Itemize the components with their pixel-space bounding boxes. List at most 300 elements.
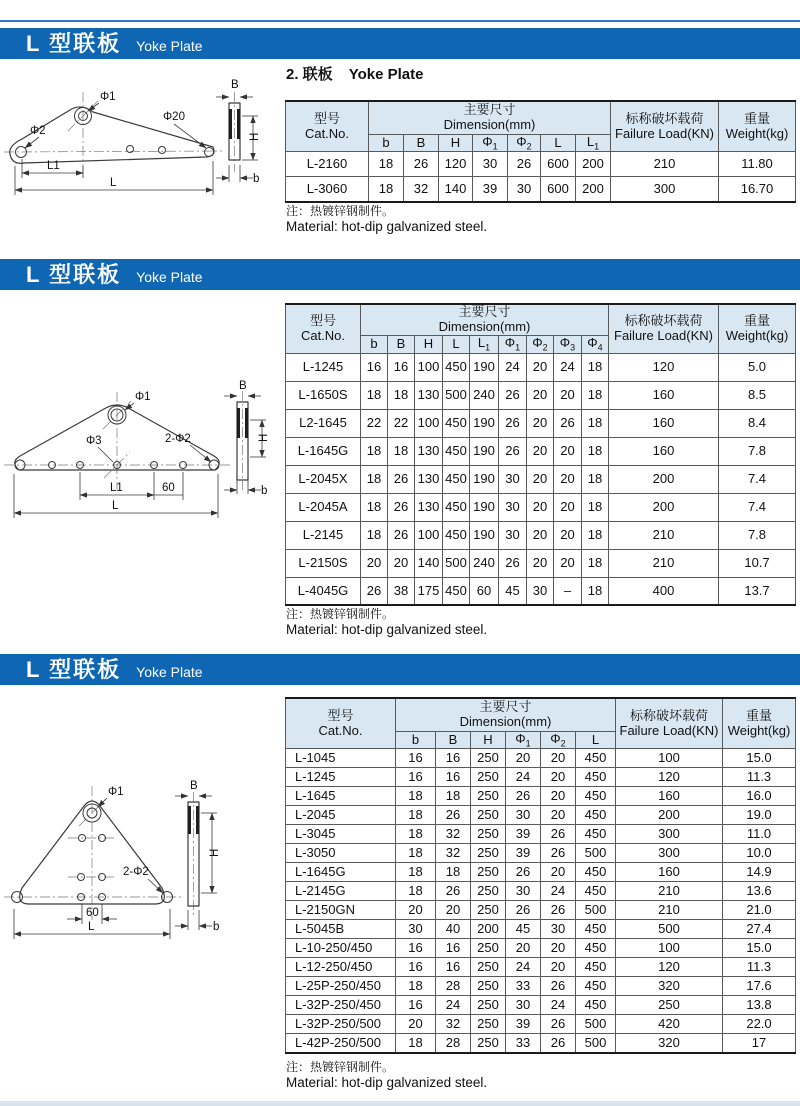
col-header-weight: 重量 Weight(kg) <box>723 698 796 749</box>
cell-dimension: 190 <box>470 437 499 465</box>
cell-dimension: 18 <box>582 493 609 521</box>
cell-dimension: 26 <box>541 1015 576 1034</box>
cell-dimension: 20 <box>541 806 576 825</box>
cell-dimension: 26 <box>508 152 541 177</box>
cell-dimension: 26 <box>506 787 541 806</box>
section-heading-en: Yoke Plate <box>348 66 424 83</box>
cell-dimension: 18 <box>582 465 609 493</box>
cell-dimension: 18 <box>582 521 609 549</box>
cell-dimension: 20 <box>554 381 582 409</box>
cell-catno: L-4045G <box>286 577 361 605</box>
col-header-dim-sub: $\Phi_2$ <box>508 134 541 152</box>
cell-dimension: 190 <box>470 465 499 493</box>
cell-failure-load: 160 <box>609 437 719 465</box>
cell-dimension: 24 <box>541 996 576 1015</box>
col-header-dim-sub: b <box>361 335 388 353</box>
material-note-zh: 注：热镀锌钢制件。 <box>286 1060 395 1074</box>
col-header-dim-sub: $L_1$ <box>470 335 499 353</box>
front-view <box>4 391 230 518</box>
cell-dimension: 130 <box>415 465 443 493</box>
cell-dimension: 20 <box>396 901 436 920</box>
cell-dimension: 250 <box>471 958 506 977</box>
front-view <box>4 91 222 195</box>
cell-dimension: 20 <box>361 549 388 577</box>
cell-weight: 17.6 <box>723 977 796 996</box>
cell-weight: 8.5 <box>719 381 796 409</box>
cell-dimension: 16 <box>396 996 436 1015</box>
header-row <box>286 101 796 134</box>
table-row <box>286 768 796 787</box>
cell-dimension: 500 <box>576 1034 616 1053</box>
cell-catno: L-32P-250/450 <box>286 996 396 1015</box>
cell-dimension: 24 <box>506 958 541 977</box>
table-row <box>286 521 796 549</box>
cell-dimension: 16 <box>396 939 436 958</box>
cell-failure-load: 300 <box>616 844 723 863</box>
cell-catno: L-1245 <box>286 768 396 787</box>
cell-dimension: 16 <box>396 749 436 768</box>
cell-failure-load: 210 <box>616 882 723 901</box>
cell-dimension: 26 <box>541 825 576 844</box>
section-heading <box>286 63 423 84</box>
cell-catno: L-25P-250/450 <box>286 977 396 996</box>
cell-dimension: 18 <box>388 437 415 465</box>
cell-dimension: 26 <box>506 863 541 882</box>
cell-dimension: 26 <box>506 901 541 920</box>
cell-dimension: 500 <box>576 844 616 863</box>
section-banner <box>0 654 800 685</box>
cell-dimension: 175 <box>415 577 443 605</box>
col-header-dimension: 主要尺寸 Dimension(mm) <box>369 101 611 134</box>
cell-dimension: 20 <box>554 549 582 577</box>
cell-dimension: 240 <box>470 549 499 577</box>
cell-dimension: 20 <box>396 1015 436 1034</box>
cell-weight: 11.3 <box>723 958 796 977</box>
cell-dimension: 130 <box>415 437 443 465</box>
cell-dimension: 18 <box>361 381 388 409</box>
cell-dimension: 18 <box>369 152 404 177</box>
table-row <box>286 409 796 437</box>
cell-catno: L-2150S <box>286 549 361 577</box>
col-header-dim-sub: L <box>541 134 576 152</box>
section-heading-zh: 2. 联板 <box>286 66 333 83</box>
cell-dimension: 130 <box>415 493 443 521</box>
col-header-dim-sub: $\Phi_4$ <box>582 335 609 353</box>
cell-dimension: 450 <box>576 920 616 939</box>
cell-dimension: 16 <box>396 958 436 977</box>
cell-dimension: 450 <box>576 825 616 844</box>
cell-dimension: 26 <box>499 549 527 577</box>
table-row <box>286 996 796 1015</box>
cell-dimension: 450 <box>443 465 470 493</box>
dim-label-B: B <box>231 79 239 91</box>
cell-dimension: 450 <box>576 768 616 787</box>
cell-failure-load: 400 <box>609 577 719 605</box>
table-row <box>286 939 796 958</box>
cell-catno: L-42P-250/500 <box>286 1034 396 1053</box>
cell-dimension: 18 <box>361 437 388 465</box>
cell-dimension: 190 <box>470 493 499 521</box>
table-row <box>286 1015 796 1034</box>
cell-dimension: 18 <box>582 437 609 465</box>
banner-title-zh: L 型联板 <box>26 30 122 56</box>
material-note-en: Material: hot-dip galvanized steel. <box>286 1075 488 1090</box>
cell-dimension: 22 <box>361 409 388 437</box>
cell-failure-load: 120 <box>609 353 719 381</box>
yoke-plate-drawing-3 <box>0 758 280 958</box>
cell-catno: L-2160 <box>286 152 369 177</box>
dim-label-phi1: Φ1 <box>135 391 151 403</box>
dim-label-l: L <box>112 500 119 512</box>
cell-weight: 11.80 <box>719 152 796 177</box>
col-header-weight: 重量 Weight(kg) <box>719 101 796 152</box>
cell-weight: 11.3 <box>723 768 796 787</box>
cell-weight: 21.0 <box>723 901 796 920</box>
col-header-dim-sub: $\Phi_1$ <box>506 731 541 749</box>
cell-dimension: 450 <box>576 958 616 977</box>
cell-dimension: 140 <box>415 549 443 577</box>
cell-dimension: 500 <box>443 381 470 409</box>
cell-weight: 5.0 <box>719 353 796 381</box>
table-row <box>286 901 796 920</box>
cell-dimension: 26 <box>436 806 471 825</box>
cell-failure-load: 200 <box>616 806 723 825</box>
cell-dimension: 100 <box>415 409 443 437</box>
cell-dimension: 45 <box>499 577 527 605</box>
cell-catno: L-1645G <box>286 863 396 882</box>
cell-weight: 17 <box>723 1034 796 1053</box>
cell-dimension: 120 <box>439 152 473 177</box>
header-row <box>286 304 796 335</box>
cell-dimension: 32 <box>436 844 471 863</box>
col-header-dim-sub: B <box>436 731 471 749</box>
cell-dimension: – <box>554 577 582 605</box>
material-note-zh: 注：热镀锌钢制件。 <box>286 204 395 218</box>
cell-dimension: 30 <box>541 920 576 939</box>
table-row <box>286 152 796 177</box>
table-row <box>286 1034 796 1053</box>
cell-dimension: 190 <box>470 353 499 381</box>
cell-dimension: 450 <box>443 409 470 437</box>
cell-dimension: 450 <box>443 577 470 605</box>
cell-dimension: 26 <box>541 844 576 863</box>
cell-dimension: 450 <box>443 353 470 381</box>
material-note-en: Material: hot-dip galvanized steel. <box>286 622 488 637</box>
side-view <box>224 380 270 497</box>
cell-catno: L-12-250/450 <box>286 958 396 977</box>
table-row <box>286 465 796 493</box>
dim-label-H: H <box>209 848 221 857</box>
cell-dimension: 30 <box>506 882 541 901</box>
cell-failure-load: 100 <box>616 749 723 768</box>
cell-dimension: 26 <box>436 882 471 901</box>
col-header-weight: 重量 Weight(kg) <box>719 304 796 353</box>
cell-dimension: 130 <box>415 381 443 409</box>
cell-dimension: 450 <box>576 977 616 996</box>
cell-dimension: 18 <box>582 409 609 437</box>
cell-catno: L-1045 <box>286 749 396 768</box>
table-row <box>286 381 796 409</box>
cell-dimension: 18 <box>396 1034 436 1053</box>
cell-dimension: 18 <box>361 493 388 521</box>
cell-dimension: 30 <box>506 996 541 1015</box>
cell-dimension: 200 <box>576 177 611 202</box>
cell-catno: L-3050 <box>286 844 396 863</box>
cell-weight: 13.7 <box>719 577 796 605</box>
cell-dimension: 30 <box>499 493 527 521</box>
cell-failure-load: 100 <box>616 939 723 958</box>
cell-dimension: 24 <box>541 882 576 901</box>
cell-weight: 10.7 <box>719 549 796 577</box>
cell-dimension: 18 <box>361 521 388 549</box>
col-header-dim-sub: L <box>443 335 470 353</box>
cell-dimension: 500 <box>576 1015 616 1034</box>
cell-dimension: 16 <box>436 768 471 787</box>
cell-weight: 10.0 <box>723 844 796 863</box>
cell-dimension: 16 <box>436 958 471 977</box>
cell-dimension: 20 <box>541 939 576 958</box>
banner-title-zh: L 型联板 <box>26 656 122 682</box>
cell-dimension: 24 <box>499 353 527 381</box>
cell-weight: 8.4 <box>719 409 796 437</box>
cell-dimension: 250 <box>471 787 506 806</box>
cell-dimension: 240 <box>470 381 499 409</box>
cell-dimension: 20 <box>554 493 582 521</box>
cell-dimension: 18 <box>582 577 609 605</box>
cell-dimension: 18 <box>396 825 436 844</box>
cell-dimension: 30 <box>499 521 527 549</box>
section-banner <box>0 259 800 290</box>
cell-dimension: 20 <box>436 901 471 920</box>
cell-dimension: 26 <box>404 152 439 177</box>
cell-dimension: 450 <box>576 996 616 1015</box>
cell-dimension: 20 <box>506 939 541 958</box>
cell-dimension: 18 <box>396 977 436 996</box>
cell-catno: L2-1645 <box>286 409 361 437</box>
cell-dimension: 20 <box>541 787 576 806</box>
cell-dimension: 450 <box>443 437 470 465</box>
table-row <box>286 749 796 768</box>
cell-dimension: 20 <box>554 437 582 465</box>
cell-dimension: 250 <box>471 882 506 901</box>
cell-dimension: 250 <box>471 1034 506 1053</box>
table-row <box>286 844 796 863</box>
cell-weight: 11.0 <box>723 825 796 844</box>
cell-failure-load: 120 <box>616 768 723 787</box>
banner-title-en: Yoke Plate <box>136 664 203 680</box>
col-header-catno: 型号 Cat.No. <box>286 101 369 152</box>
cell-dimension: 600 <box>541 177 576 202</box>
top-rule <box>0 20 800 22</box>
cell-dimension: 450 <box>443 521 470 549</box>
cell-dimension: 45 <box>506 920 541 939</box>
cell-failure-load: 200 <box>609 493 719 521</box>
dim-label-b: b <box>253 173 260 185</box>
cell-catno: L-1650S <box>286 381 361 409</box>
cell-catno: L-32P-250/500 <box>286 1015 396 1034</box>
table-row <box>286 825 796 844</box>
cell-dimension: 20 <box>506 749 541 768</box>
dim-label-l: L <box>110 177 117 189</box>
cell-catno: L-3060 <box>286 177 369 202</box>
col-header-failure-load: 标称破坏载荷 Failure Load(KN) <box>616 698 723 749</box>
cell-catno: L-1645 <box>286 787 396 806</box>
cell-weight: 16.70 <box>719 177 796 202</box>
cell-failure-load: 320 <box>616 977 723 996</box>
col-header-dimension: 主要尺寸 Dimension(mm) <box>361 304 609 335</box>
col-header-dim-sub: H <box>415 335 443 353</box>
cell-dimension: 30 <box>527 577 554 605</box>
cell-catno: L-2045 <box>286 806 396 825</box>
col-header-dim-sub: B <box>388 335 415 353</box>
dim-label-b: b <box>213 921 220 933</box>
yoke-plate-drawing-1 <box>0 70 280 205</box>
cell-dimension: 250 <box>471 825 506 844</box>
cell-dimension: 200 <box>471 920 506 939</box>
cell-dimension: 28 <box>436 977 471 996</box>
cell-dimension: 450 <box>576 939 616 958</box>
cell-dimension: 39 <box>473 177 508 202</box>
cell-dimension: 140 <box>439 177 473 202</box>
cell-dimension: 32 <box>404 177 439 202</box>
dim-label-2phi2: 2-Φ2 <box>123 866 149 878</box>
cell-dimension: 20 <box>388 549 415 577</box>
cell-failure-load: 160 <box>609 381 719 409</box>
dim-label-phi20: Φ20 <box>163 111 185 123</box>
cell-dimension: 18 <box>582 381 609 409</box>
cell-dimension: 20 <box>527 493 554 521</box>
dim-label-l: L <box>88 921 95 933</box>
cell-dimension: 20 <box>527 549 554 577</box>
cell-failure-load: 210 <box>609 549 719 577</box>
cell-failure-load: 200 <box>609 465 719 493</box>
cell-catno: L-1245 <box>286 353 361 381</box>
cell-failure-load: 420 <box>616 1015 723 1034</box>
cell-dimension: 250 <box>471 1015 506 1034</box>
cell-weight: 13.8 <box>723 996 796 1015</box>
bottom-rule <box>0 1101 800 1106</box>
col-header-dim-sub: B <box>404 134 439 152</box>
cell-dimension: 20 <box>527 521 554 549</box>
cell-failure-load: 500 <box>616 920 723 939</box>
cell-dimension: 26 <box>361 577 388 605</box>
material-note <box>286 204 487 236</box>
cell-failure-load: 320 <box>616 1034 723 1053</box>
cell-dimension: 20 <box>541 863 576 882</box>
dim-label-60: 60 <box>162 482 175 494</box>
banner-title-en: Yoke Plate <box>136 269 203 285</box>
cell-dimension: 20 <box>527 353 554 381</box>
cell-dimension: 26 <box>499 437 527 465</box>
cell-dimension: 18 <box>582 353 609 381</box>
col-header-dim-sub: $L_1$ <box>576 134 611 152</box>
cell-dimension: 16 <box>388 353 415 381</box>
col-header-dim-sub: $\Phi_1$ <box>499 335 527 353</box>
table-row <box>286 549 796 577</box>
cell-dimension: 18 <box>396 787 436 806</box>
cell-catno: L-2145G <box>286 882 396 901</box>
cell-catno: L-2145 <box>286 521 361 549</box>
cell-dimension: 250 <box>471 901 506 920</box>
cell-dimension: 30 <box>396 920 436 939</box>
cell-dimension: 190 <box>470 521 499 549</box>
material-note <box>286 1060 487 1092</box>
cell-dimension: 500 <box>576 901 616 920</box>
col-header-failure-load: 标称破坏载荷 Failure Load(KN) <box>609 304 719 353</box>
cell-dimension: 250 <box>471 806 506 825</box>
cell-dimension: 250 <box>471 939 506 958</box>
cell-dimension: 26 <box>499 381 527 409</box>
cell-dimension: 26 <box>388 521 415 549</box>
cell-failure-load: 300 <box>611 177 719 202</box>
cell-dimension: 24 <box>554 353 582 381</box>
cell-catno: L-3045 <box>286 825 396 844</box>
col-header-dim-sub: $\Phi_1$ <box>473 134 508 152</box>
col-header-dim-sub: H <box>471 731 506 749</box>
dim-label-l1: L1 <box>110 482 123 494</box>
cell-failure-load: 250 <box>616 996 723 1015</box>
cell-dimension: 250 <box>471 863 506 882</box>
cell-dimension: 26 <box>388 493 415 521</box>
cell-dimension: 18 <box>388 381 415 409</box>
cell-catno: L-2045A <box>286 493 361 521</box>
col-header-catno: 型号 Cat.No. <box>286 698 396 749</box>
cell-dimension: 18 <box>436 863 471 882</box>
table-row <box>286 882 796 901</box>
cell-dimension: 190 <box>470 409 499 437</box>
table-row <box>286 977 796 996</box>
dim-label-phi2: Φ2 <box>30 125 46 137</box>
cell-weight: 13.6 <box>723 882 796 901</box>
side-view <box>175 780 221 933</box>
cell-dimension: 16 <box>396 768 436 787</box>
col-header-dim-sub: $\Phi_2$ <box>527 335 554 353</box>
cell-dimension: 18 <box>396 806 436 825</box>
cell-failure-load: 120 <box>616 958 723 977</box>
table-row <box>286 920 796 939</box>
cell-dimension: 30 <box>499 465 527 493</box>
dim-label-60: 60 <box>86 907 99 919</box>
cell-dimension: 26 <box>499 409 527 437</box>
table-row <box>286 353 796 381</box>
dim-label-b: b <box>261 485 268 497</box>
cell-dimension: 18 <box>582 549 609 577</box>
cell-catno: L-5045B <box>286 920 396 939</box>
dim-label-phi3: Φ3 <box>86 435 102 447</box>
cell-failure-load: 160 <box>616 787 723 806</box>
cell-dimension: 20 <box>554 465 582 493</box>
cell-dimension: 100 <box>415 521 443 549</box>
cell-dimension: 16 <box>436 749 471 768</box>
cell-dimension: 18 <box>361 465 388 493</box>
cell-dimension: 28 <box>436 1034 471 1053</box>
table-row <box>286 493 796 521</box>
cell-dimension: 24 <box>436 996 471 1015</box>
cell-dimension: 250 <box>471 977 506 996</box>
cell-dimension: 26 <box>541 1034 576 1053</box>
table-row <box>286 437 796 465</box>
cell-dimension: 26 <box>388 465 415 493</box>
cell-weight: 14.9 <box>723 863 796 882</box>
cell-dimension: 18 <box>369 177 404 202</box>
cell-failure-load: 210 <box>611 152 719 177</box>
cell-dimension: 40 <box>436 920 471 939</box>
dim-label-l1: L1 <box>47 160 60 172</box>
cell-dimension: 20 <box>527 381 554 409</box>
cell-failure-load: 210 <box>616 901 723 920</box>
cell-dimension: 30 <box>506 806 541 825</box>
cell-dimension: 26 <box>554 409 582 437</box>
